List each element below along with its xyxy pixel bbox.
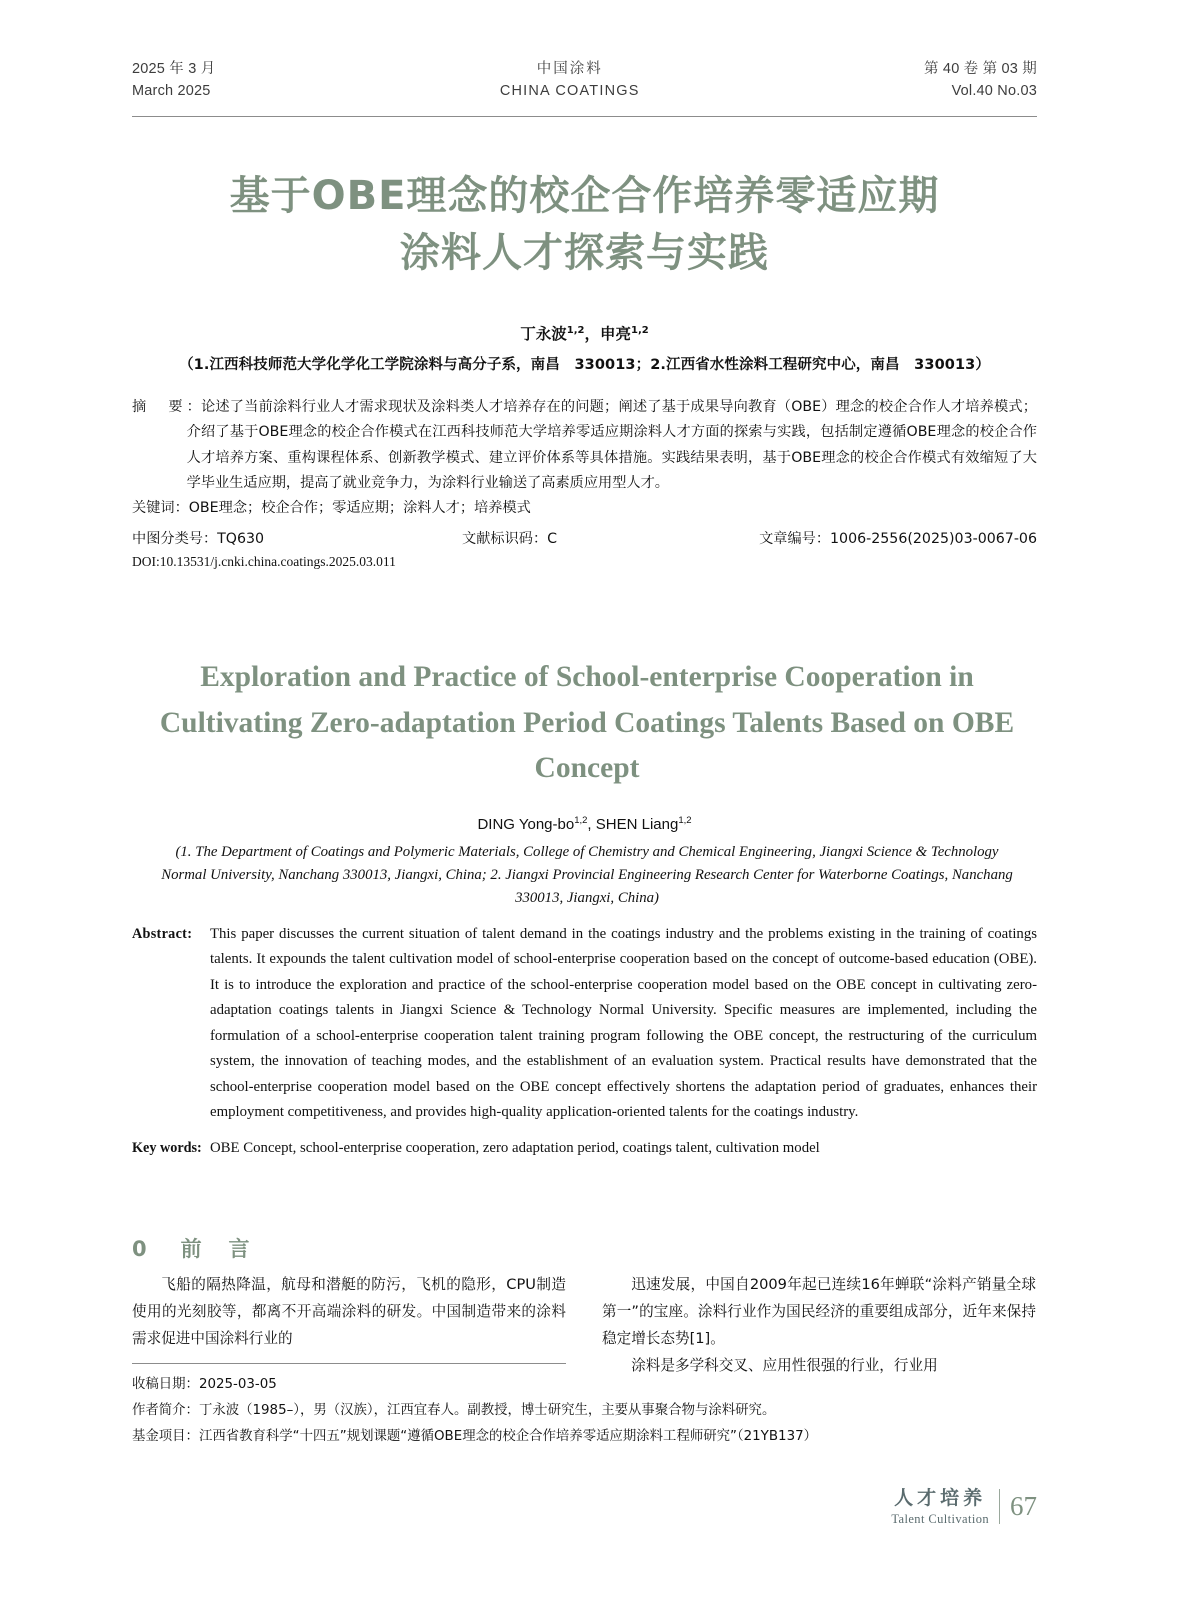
chinese-author-separator: ，申 bbox=[584, 325, 616, 343]
english-abstract-label: Abstract: bbox=[132, 926, 193, 942]
running-head-right bbox=[924, 58, 1037, 103]
chinese-keywords-label: 关键词： bbox=[132, 500, 189, 516]
chinese-author-1: 丁永波 bbox=[520, 325, 567, 343]
footnote-divider bbox=[132, 1363, 566, 1364]
english-title: Exploration and Practice of School-enterprise Cooperation in Cultivating Zero-adaptation Period Coatings Talents Based on OBE Concept bbox=[159, 661, 1015, 785]
english-author-1: DING Yong-bo bbox=[477, 816, 575, 833]
chinese-abstract-text: 论述了当前涂料行业人才需求现状及涂料类人才培养存在的问题；阐述了基于成果导向教育（OBE）理念的校企合作人才培养模式；介绍了基于OBE理念的校企合作模式在江西科技师范大学培养零适应期涂料人才方面的探索与实践，包括制定遵循OBE理念的校企合作人才培养方案、重构课程体系、创新教学模式、建立评价体系等具体措施。实践结果表明，基于OBE理念的校企合作模式有效缩短了大学毕业生适应期，提高了就业竞争力，为涂料行业输送了高素质应用型人才。 bbox=[186, 399, 1037, 491]
clc-label: 中图分类号： bbox=[132, 531, 218, 547]
clc-number bbox=[132, 528, 462, 548]
article-id-value: 1006-2556(2025)03-0067-06 bbox=[830, 531, 1037, 547]
chinese-author-2-affil-mark: 1,2 bbox=[631, 324, 649, 336]
article-id-label: 文章编号： bbox=[759, 531, 831, 547]
footnote-fund-project: 基金项目：江西省教育科学“十四五”规划课题“遵循OBE理念的校企合作培养零适应期涂料工程师研究”（21YB137） bbox=[132, 1429, 817, 1445]
column-name-en: Talent Cultivation bbox=[891, 1511, 989, 1526]
chinese-title-line-1: 基于OBE理念的校企合作培养零适应期 bbox=[229, 173, 940, 219]
body-paragraph-left: 飞船的隔热降温，航母和潜艇的防污，飞机的隐形，CPU制造使用的光刻胶等，都离不开高端涂料的研发。中国制造带来的涂料需求促进中国涂料行业的 bbox=[132, 1276, 566, 1347]
journal-name-en: CHINA COATINGS bbox=[499, 83, 640, 100]
chinese-keywords-text: OBE理念；校企合作；零适应期；涂料人才；培养模式 bbox=[188, 500, 531, 516]
body-paragraph-right-2: 涂料是多学科交叉、应用性很强的行业，行业用 bbox=[631, 1356, 938, 1374]
running-head-date-cn: 2025 年 3 月 bbox=[132, 61, 216, 77]
clc-value: TQ630 bbox=[217, 531, 265, 547]
footnote-received-date: 收稿日期：2025-03-05 bbox=[132, 1377, 277, 1392]
chinese-keywords bbox=[132, 497, 1037, 517]
body-column-right bbox=[602, 1272, 1036, 1380]
chinese-author-1-affil-mark: 1,2 bbox=[566, 324, 585, 336]
english-abstract bbox=[132, 922, 1037, 1126]
english-author-separator: , SHEN Liang bbox=[587, 816, 679, 833]
english-keywords-text: OBE Concept, school-enterprise cooperation, zero adaptation period, coatings talent, cultivation model bbox=[210, 1140, 820, 1156]
section-heading bbox=[132, 1233, 253, 1263]
english-author-2-affil-mark: 1,2 bbox=[678, 815, 692, 826]
page-footer bbox=[737, 1487, 1037, 1527]
running-head-left bbox=[132, 58, 215, 103]
footnote-author-bio: 作者简介：丁永波（1985–），男（汉族），江西宜春人。副教授，博士研究生，主要从事聚合物与涂料研究。 bbox=[132, 1403, 776, 1419]
header-divider bbox=[132, 116, 1037, 117]
english-affiliation: (1. The Department of Coatings and Polymeric Materials, College of Chemistry and Chemical Engineering, Jiangxi Science & Technology Normal University, Nanchang 330013, Jiangxi, China; 2. Jiangxi Provincial Engineering Research Center for Waterborne Coatings, Nanchang 330013, Jiangxi, China) bbox=[161, 844, 1013, 906]
chinese-affiliation: （1.江西科技师范大学化学化工学院涂料与高分子系，南昌 330013；2.江西省水性涂料工程研究中心，南昌 330013） bbox=[179, 357, 990, 373]
journal-name-cn: 中国涂料 bbox=[536, 61, 603, 77]
doi: DOI:10.13531/j.cnki.china.coatings.2025.03.011 bbox=[132, 554, 396, 569]
page-number: 67 bbox=[999, 1489, 1037, 1524]
volume-issue-en: Vol.40 No.03 bbox=[951, 83, 1037, 100]
document-code bbox=[462, 528, 722, 548]
column-name-cn: 人才培养 bbox=[894, 1487, 987, 1509]
article-id bbox=[722, 528, 1037, 548]
chinese-author-2: 亮 bbox=[615, 325, 632, 343]
chinese-title bbox=[132, 168, 1037, 282]
english-authors bbox=[132, 815, 1037, 833]
section-number: 0 bbox=[132, 1237, 150, 1261]
running-head-date-en: March 2025 bbox=[132, 83, 211, 100]
english-keywords bbox=[132, 1140, 1037, 1157]
section-title: 前 言 bbox=[180, 1237, 253, 1261]
column-name bbox=[891, 1487, 989, 1527]
running-head-center bbox=[215, 58, 924, 103]
document-code-value: C bbox=[547, 531, 558, 547]
volume-issue-cn: 第 40 卷 第 03 期 bbox=[924, 61, 1037, 77]
english-abstract-text: This paper discusses the current situation of talent demand in the coatings industry and the problems existing in the training of coatings talents. It expounds the talent cultivation model of school-enterprise cooperation based on the concept of outcome-based education (OBE). It is to introduce the exploration and practice of the school-enterprise cooperation model based on the OBE concept in cultivating zero-adaptation coatings talents in Jiangxi Science & Technology Normal University. Specific measures are implemented, including the formulation of a school-enterprise cooperation talent training program following the OBE concept, the restructuring of the curriculum system, the innovation of teaching modes, and the establishment of an evaluation system. Practical results have demonstrated that the school-enterprise cooperation model based on the OBE concept effectively shortens the adaptation period of graduates, enhances their employment competitiveness, and provides high-quality application-oriented talents for the coatings industry. bbox=[210, 926, 1037, 1121]
classification-row bbox=[132, 528, 1037, 548]
footnotes bbox=[132, 1372, 1037, 1450]
running-head bbox=[132, 58, 1037, 103]
chinese-authors bbox=[132, 322, 1037, 344]
chinese-abstract-colon: ： bbox=[186, 399, 201, 415]
chinese-abstract-label: 摘 要 bbox=[132, 399, 187, 415]
chinese-title-line-2: 涂料人才探索与实践 bbox=[400, 229, 769, 276]
body-paragraph-right-1: 迅速发展，中国自2009年起已连续16年蝉联“涂料产销量全球第一”的宝座。涂料行业作为国民经济的重要组成部分，近年来保持稳定增长态势[1]。 bbox=[602, 1276, 1036, 1347]
document-code-label: 文献标识码： bbox=[462, 531, 548, 547]
english-author-1-affil-mark: 1,2 bbox=[574, 815, 588, 826]
english-keywords-label: Key words: bbox=[132, 1140, 202, 1156]
chinese-abstract bbox=[132, 395, 1037, 496]
